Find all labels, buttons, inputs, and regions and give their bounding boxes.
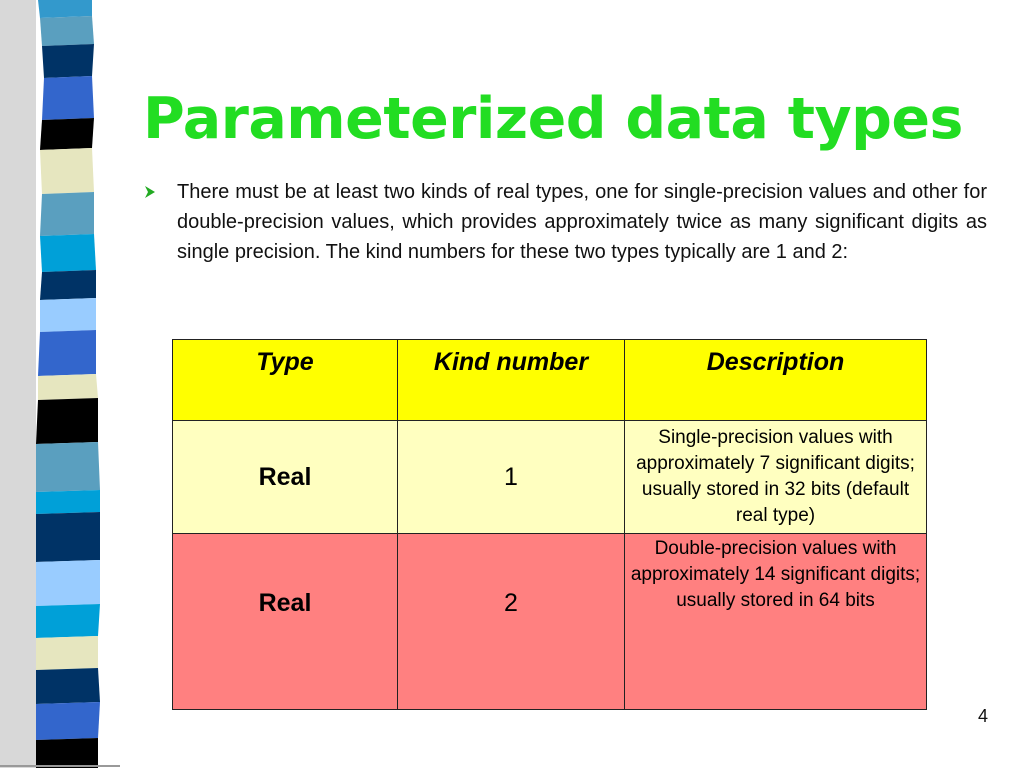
cell-description: Single-precision values with approximately 7 significant digits; usually stored in 32 bits (default real type): [625, 421, 927, 534]
cell-type: Real: [173, 534, 398, 710]
bullet-text: There must be at least two kinds of real types, one for single-precision values and other for double-precision values, which provides approximately twice as many significant digits as single precision. The kind numbers for these two types typically are 1 and 2:: [177, 181, 987, 263]
slide-title: Parameterized data types: [143, 86, 963, 152]
header-description: Description: [625, 340, 927, 421]
cell-type: Real: [173, 421, 398, 534]
bullet-item: [145, 177, 987, 267]
table-row: [173, 421, 927, 534]
cell-kind: 1: [398, 421, 625, 534]
header-kind-number: Kind number: [398, 340, 625, 421]
decorative-stripe: [0, 0, 120, 768]
table-row: [173, 534, 927, 710]
cell-kind: 2: [398, 534, 625, 710]
kind-table: [172, 339, 926, 664]
cell-description: Double-precision values with approximately 14 significant digits; usually stored in 64 bits: [625, 534, 927, 710]
page-number: 4: [977, 706, 988, 726]
header-type: Type: [173, 340, 398, 421]
table-header-row: [173, 340, 927, 421]
arrow-bullet-icon: [145, 185, 155, 197]
